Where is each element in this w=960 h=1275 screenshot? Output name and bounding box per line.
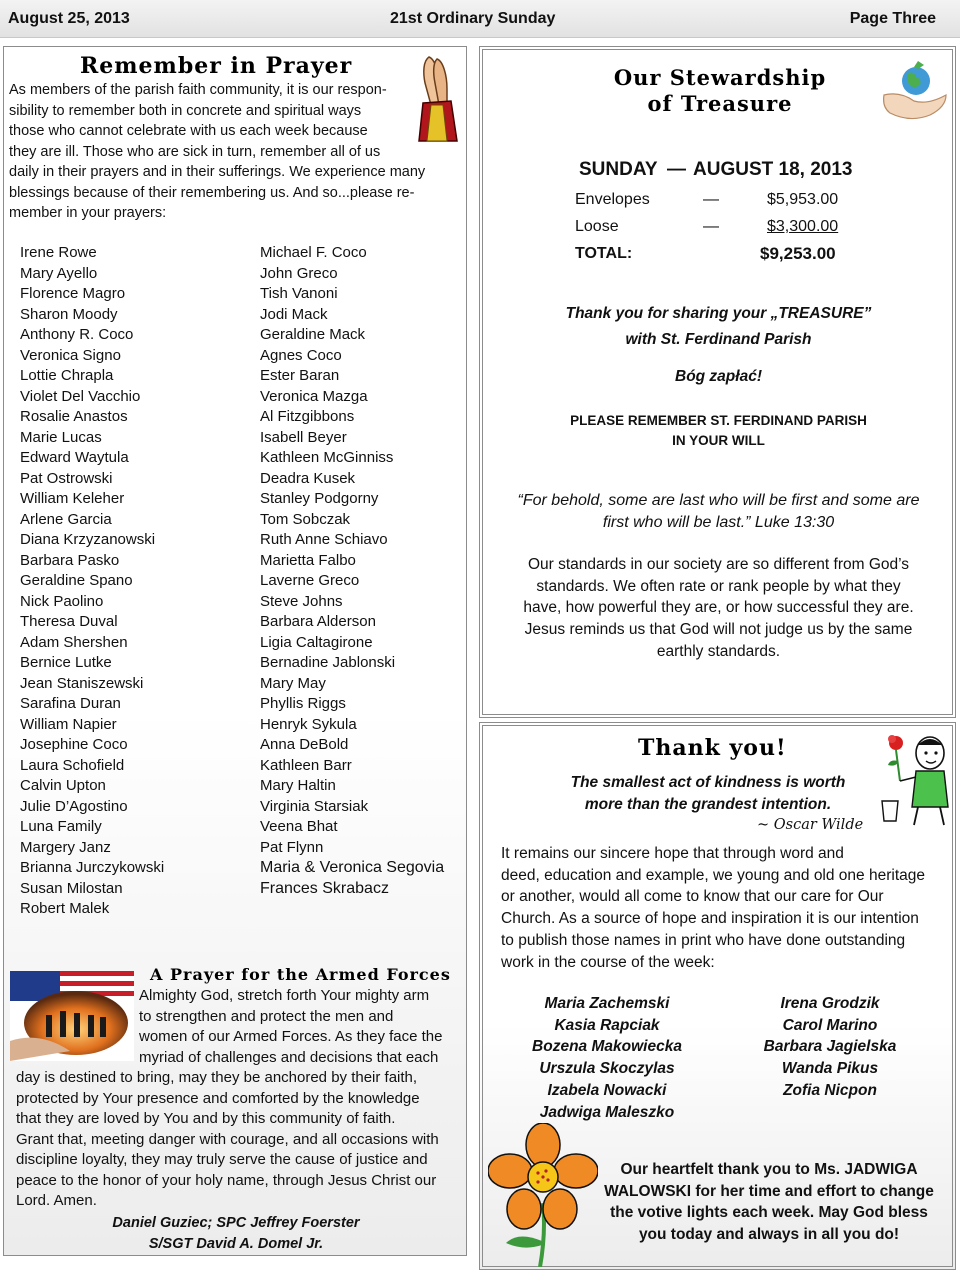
sunday-label: SUNDAY xyxy=(579,159,658,180)
list-item: Luna Family xyxy=(20,818,102,835)
quote-line: The smallest act of kindness is worth xyxy=(570,774,846,791)
armed-line: Almighty God, stretch forth Your mighty arm xyxy=(139,987,430,1004)
loose-label: Loose xyxy=(575,218,619,235)
stewardship-title xyxy=(580,65,860,117)
header-page: Page Three xyxy=(849,10,936,27)
sunday-date: AUGUST 18, 2013 xyxy=(693,159,853,180)
list-item: Isabell Beyer xyxy=(260,428,347,446)
list-item: Stanley Podgorny xyxy=(260,490,379,507)
prayer-line: member in your prayers: xyxy=(9,205,167,221)
list-item: Nick Paolino xyxy=(20,592,104,610)
list-item: Veronica Signo xyxy=(20,346,121,364)
prayer-line: sibility to remember both in concrete and spiritual ways xyxy=(9,102,362,119)
list-item: Steve Johns xyxy=(260,592,343,610)
total-label: TOTAL: xyxy=(575,245,633,262)
envelopes-label: Envelopes xyxy=(575,191,650,208)
list-item: Mary May xyxy=(260,674,326,692)
body-line: Our standards in our society are so different from God’s xyxy=(527,556,910,573)
list-item: Veena Bhat xyxy=(260,818,338,835)
list-item: Ester Baran xyxy=(260,367,340,384)
list-item: Geraldine Spano xyxy=(20,572,133,589)
thanks-line: Thank you for sharing your „TREASURE” xyxy=(565,305,872,322)
armed-title: A Prayer for the Armed Forces xyxy=(150,965,451,984)
closing-line: WALOWSKI for her time and effort to change xyxy=(604,1182,934,1200)
armed-line: to strengthen and protect the men and xyxy=(139,1007,394,1025)
list-item: Jodi Mack xyxy=(260,305,328,323)
list-item: Florence Magro xyxy=(20,285,126,302)
list-item: Violet Del Vacchio xyxy=(20,387,141,405)
list-item: Kathleen McGinniss xyxy=(260,449,394,466)
scripture-quote xyxy=(480,490,957,533)
list-item: Barbara Pasko xyxy=(20,551,120,569)
kindness-quote xyxy=(520,772,896,816)
list-item: Irene Rowe xyxy=(20,244,97,261)
armed-line: discipline loyalty, they may truly serve the cause of justice and xyxy=(16,1151,428,1168)
will-line: IN YOUR WILL xyxy=(672,433,765,448)
body-line: earthly standards. xyxy=(656,642,781,660)
list-item: Bernice Lutke xyxy=(20,654,112,671)
list-item: Rosalie Anastos xyxy=(20,408,128,425)
list-item: Henryk Sykula xyxy=(260,715,357,733)
prayer-names-right xyxy=(260,243,444,899)
closing-message xyxy=(594,1159,944,1246)
list-item: Agnes Coco xyxy=(260,346,342,364)
body-line: Jesus reminds us that God will not judge us by the same xyxy=(524,621,913,639)
list-item: Brianna Jurczykowski xyxy=(20,859,165,876)
body-line: work in the course of the week: xyxy=(501,953,715,971)
orange-flower-icon xyxy=(488,1123,598,1267)
closing-line: the votive lights each week. May God bless xyxy=(610,1204,928,1222)
quote-line: “For behold, some are last who will be first and some are xyxy=(517,492,920,509)
list-item: Jadwiga Maleszko xyxy=(539,1103,675,1121)
armed-line: day is destined to bring, may they be anchored by their faith, xyxy=(16,1069,418,1086)
list-item: Marie Lucas xyxy=(20,428,102,446)
prayer-line: those who cannot celebrate with us each week because xyxy=(9,123,368,139)
list-item: Edward Waytula xyxy=(20,449,129,466)
list-item: Anna DeBold xyxy=(260,736,349,753)
armed-line: women of our Armed Forces. As they face the xyxy=(139,1028,443,1045)
quote-author: ~ Oscar Wilde xyxy=(757,817,864,833)
list-item: Kathleen Barr xyxy=(260,756,352,774)
armed-line: myriad of challenges and decisions that each xyxy=(139,1048,439,1066)
quote-line: first who will be last.” Luke 13:30 xyxy=(602,513,835,531)
header-date: August 25, 2013 xyxy=(8,10,130,27)
quote-line: more than the grandest intention. xyxy=(584,796,832,813)
list-item: Zofia Nicpon xyxy=(783,1081,877,1099)
list-item: Ruth Anne Schiavo xyxy=(260,531,388,548)
soldiers-flag-image xyxy=(10,971,134,1061)
list-item: Mary Ayello xyxy=(20,264,98,282)
body-line: It remains our sincere hope that through word and xyxy=(501,845,844,862)
sunday-dash: — xyxy=(667,159,686,180)
will-line: PLEASE REMEMBER ST. FERDINAND PARISH xyxy=(570,413,867,428)
list-item: Ligia Caltagirone xyxy=(260,633,373,651)
prayer-line: daily in their prayers and in their sufferings. We experience many xyxy=(9,164,426,180)
list-item: Kasia Rapciak xyxy=(554,1016,660,1034)
bog-zaplac: Bóg zapłać! xyxy=(675,368,762,385)
list-item: Barbara Jagielska xyxy=(763,1038,897,1056)
envelopes-dash: — xyxy=(703,191,719,208)
list-item: Josephine Coco xyxy=(20,736,128,753)
signature-line: Daniel Guziec; SPC Jeffrey Foerster xyxy=(112,1215,360,1231)
body-line: have, how powerful they are, or how successful they are. xyxy=(523,599,914,617)
armed-line: Lord. Amen. xyxy=(16,1192,97,1209)
prayer-line: they are ill. Those who are sick in turn, remember all of us xyxy=(9,143,381,160)
list-item: Barbara Alderson xyxy=(260,613,376,630)
list-item: Mary Haltin xyxy=(260,777,336,794)
list-item: Carol Marino xyxy=(782,1016,878,1034)
list-item: Adam Shershen xyxy=(20,633,128,651)
list-item: Marietta Falbo xyxy=(260,551,356,569)
stewardship-body xyxy=(480,554,957,663)
stewardship-thanks xyxy=(480,301,957,353)
list-item: Theresa Duval xyxy=(20,613,118,630)
loose-dash: — xyxy=(703,218,719,235)
stewardship-panel xyxy=(479,46,956,718)
prayer-names-left xyxy=(20,243,164,920)
header-title: 21st Ordinary Sunday xyxy=(390,10,556,27)
list-item: Anthony R. Coco xyxy=(20,326,134,343)
page-header xyxy=(0,0,960,38)
list-item: Lottie Chrapla xyxy=(20,367,114,384)
list-item: Laverne Greco xyxy=(260,572,360,589)
thanks-line: with St. Ferdinand Parish xyxy=(625,331,812,348)
armed-signatures xyxy=(4,1213,468,1255)
list-item: Izabela Nowacki xyxy=(547,1081,667,1099)
armed-line: that they are loved by You and by this community of faith. xyxy=(16,1110,396,1127)
list-item: Calvin Upton xyxy=(20,777,106,794)
list-item: William Napier xyxy=(20,715,117,733)
armed-prayer-top xyxy=(139,986,455,1068)
armed-line: Grant that, meeting danger with courage, and all occasions with xyxy=(16,1130,439,1148)
thankyou-panel xyxy=(479,722,956,1270)
list-item: Tom Sobczak xyxy=(260,510,351,528)
list-item: Arlene Garcia xyxy=(20,510,112,528)
list-item: Bernadine Jablonski xyxy=(260,654,396,671)
list-item: Robert Malek xyxy=(20,900,110,917)
list-item: Maria & Veronica Segovia xyxy=(260,859,445,876)
list-item: Tish Vanoni xyxy=(260,285,338,302)
body-line: standards. We often rate or rank people by what they xyxy=(536,577,901,595)
list-item: John Greco xyxy=(260,264,338,282)
armed-line: protected by Your presence and comforted by the knowledge xyxy=(16,1089,420,1107)
thankyou-body xyxy=(501,843,947,973)
list-item: Margery Janz xyxy=(20,838,111,856)
list-item: Susan Milostan xyxy=(20,879,123,897)
thankyou-title: Thank you! xyxy=(638,735,787,761)
list-item: Pat Flynn xyxy=(260,838,324,856)
list-item: Sarafina Duran xyxy=(20,695,121,712)
list-item: Bozena Makowiecka xyxy=(532,1038,682,1056)
body-line: deed, education and example, we young and old one heritage xyxy=(501,866,925,884)
stewardship-title-line1: Our Stewardship xyxy=(613,65,827,90)
globe-hand-icon xyxy=(880,61,952,127)
list-item: Diana Krzyzanowski xyxy=(20,531,156,548)
closing-line: Our heartfelt thank you to Ms. JADWIGA xyxy=(620,1161,918,1178)
signature-line: S/SGT David A. Domel Jr. xyxy=(148,1236,324,1252)
closing-line: you today and always in all you do! xyxy=(638,1226,900,1244)
armed-prayer-bottom xyxy=(16,1068,455,1212)
list-item: Maria Zachemski xyxy=(544,995,670,1012)
list-item: Irena Grodzik xyxy=(780,995,880,1012)
list-item: Veronica Mazga xyxy=(260,387,368,405)
body-line: or another, would all come to know that our care for Our xyxy=(501,888,884,906)
stewardship-title-line2: of Treasure xyxy=(647,91,793,116)
armed-line: peace to the honor of your holy name, through Jesus Christ our xyxy=(16,1171,437,1189)
list-item: Virginia Starsiak xyxy=(260,797,369,815)
prayer-line: blessings because of their remembering us. And so...please re- xyxy=(9,184,415,201)
list-item: William Keleher xyxy=(20,490,125,507)
prayer-title: Remember in Prayer xyxy=(80,53,353,79)
list-item: Phyllis Riggs xyxy=(260,695,346,712)
list-item: Urszula Skoczylas xyxy=(539,1060,675,1078)
list-item: Jean Staniszewski xyxy=(20,674,144,692)
body-line: to publish those names in print who have done outstanding xyxy=(501,931,906,949)
list-item: Laura Schofield xyxy=(20,756,125,774)
list-item: Sharon Moody xyxy=(20,305,118,323)
prayer-intro xyxy=(9,80,464,224)
volunteer-names-left xyxy=(502,993,712,1123)
remember-will xyxy=(480,411,957,451)
list-item: Julie D’Agostino xyxy=(20,797,128,815)
list-item: Deadra Kusek xyxy=(260,469,356,487)
list-item: Geraldine Mack xyxy=(260,326,366,343)
volunteer-names-right xyxy=(725,993,935,1102)
list-item: Wanda Pikus xyxy=(781,1060,879,1078)
total-amount: $9,253.00 xyxy=(760,244,836,263)
list-item: Michael F. Coco xyxy=(260,244,367,261)
list-item: Frances Skrabacz xyxy=(260,879,389,897)
prayer-line: As members of the parish faith community, it is our respon- xyxy=(9,82,387,98)
loose-amount: $3,300.00 xyxy=(767,218,839,235)
left-panel xyxy=(3,46,467,1256)
body-line: Church. As a source of hope and inspiration it is our intention xyxy=(501,910,919,928)
list-item: Al Fitzgibbons xyxy=(260,408,355,425)
envelopes-amount: $5,953.00 xyxy=(767,191,839,208)
list-item: Pat Ostrowski xyxy=(20,469,113,487)
